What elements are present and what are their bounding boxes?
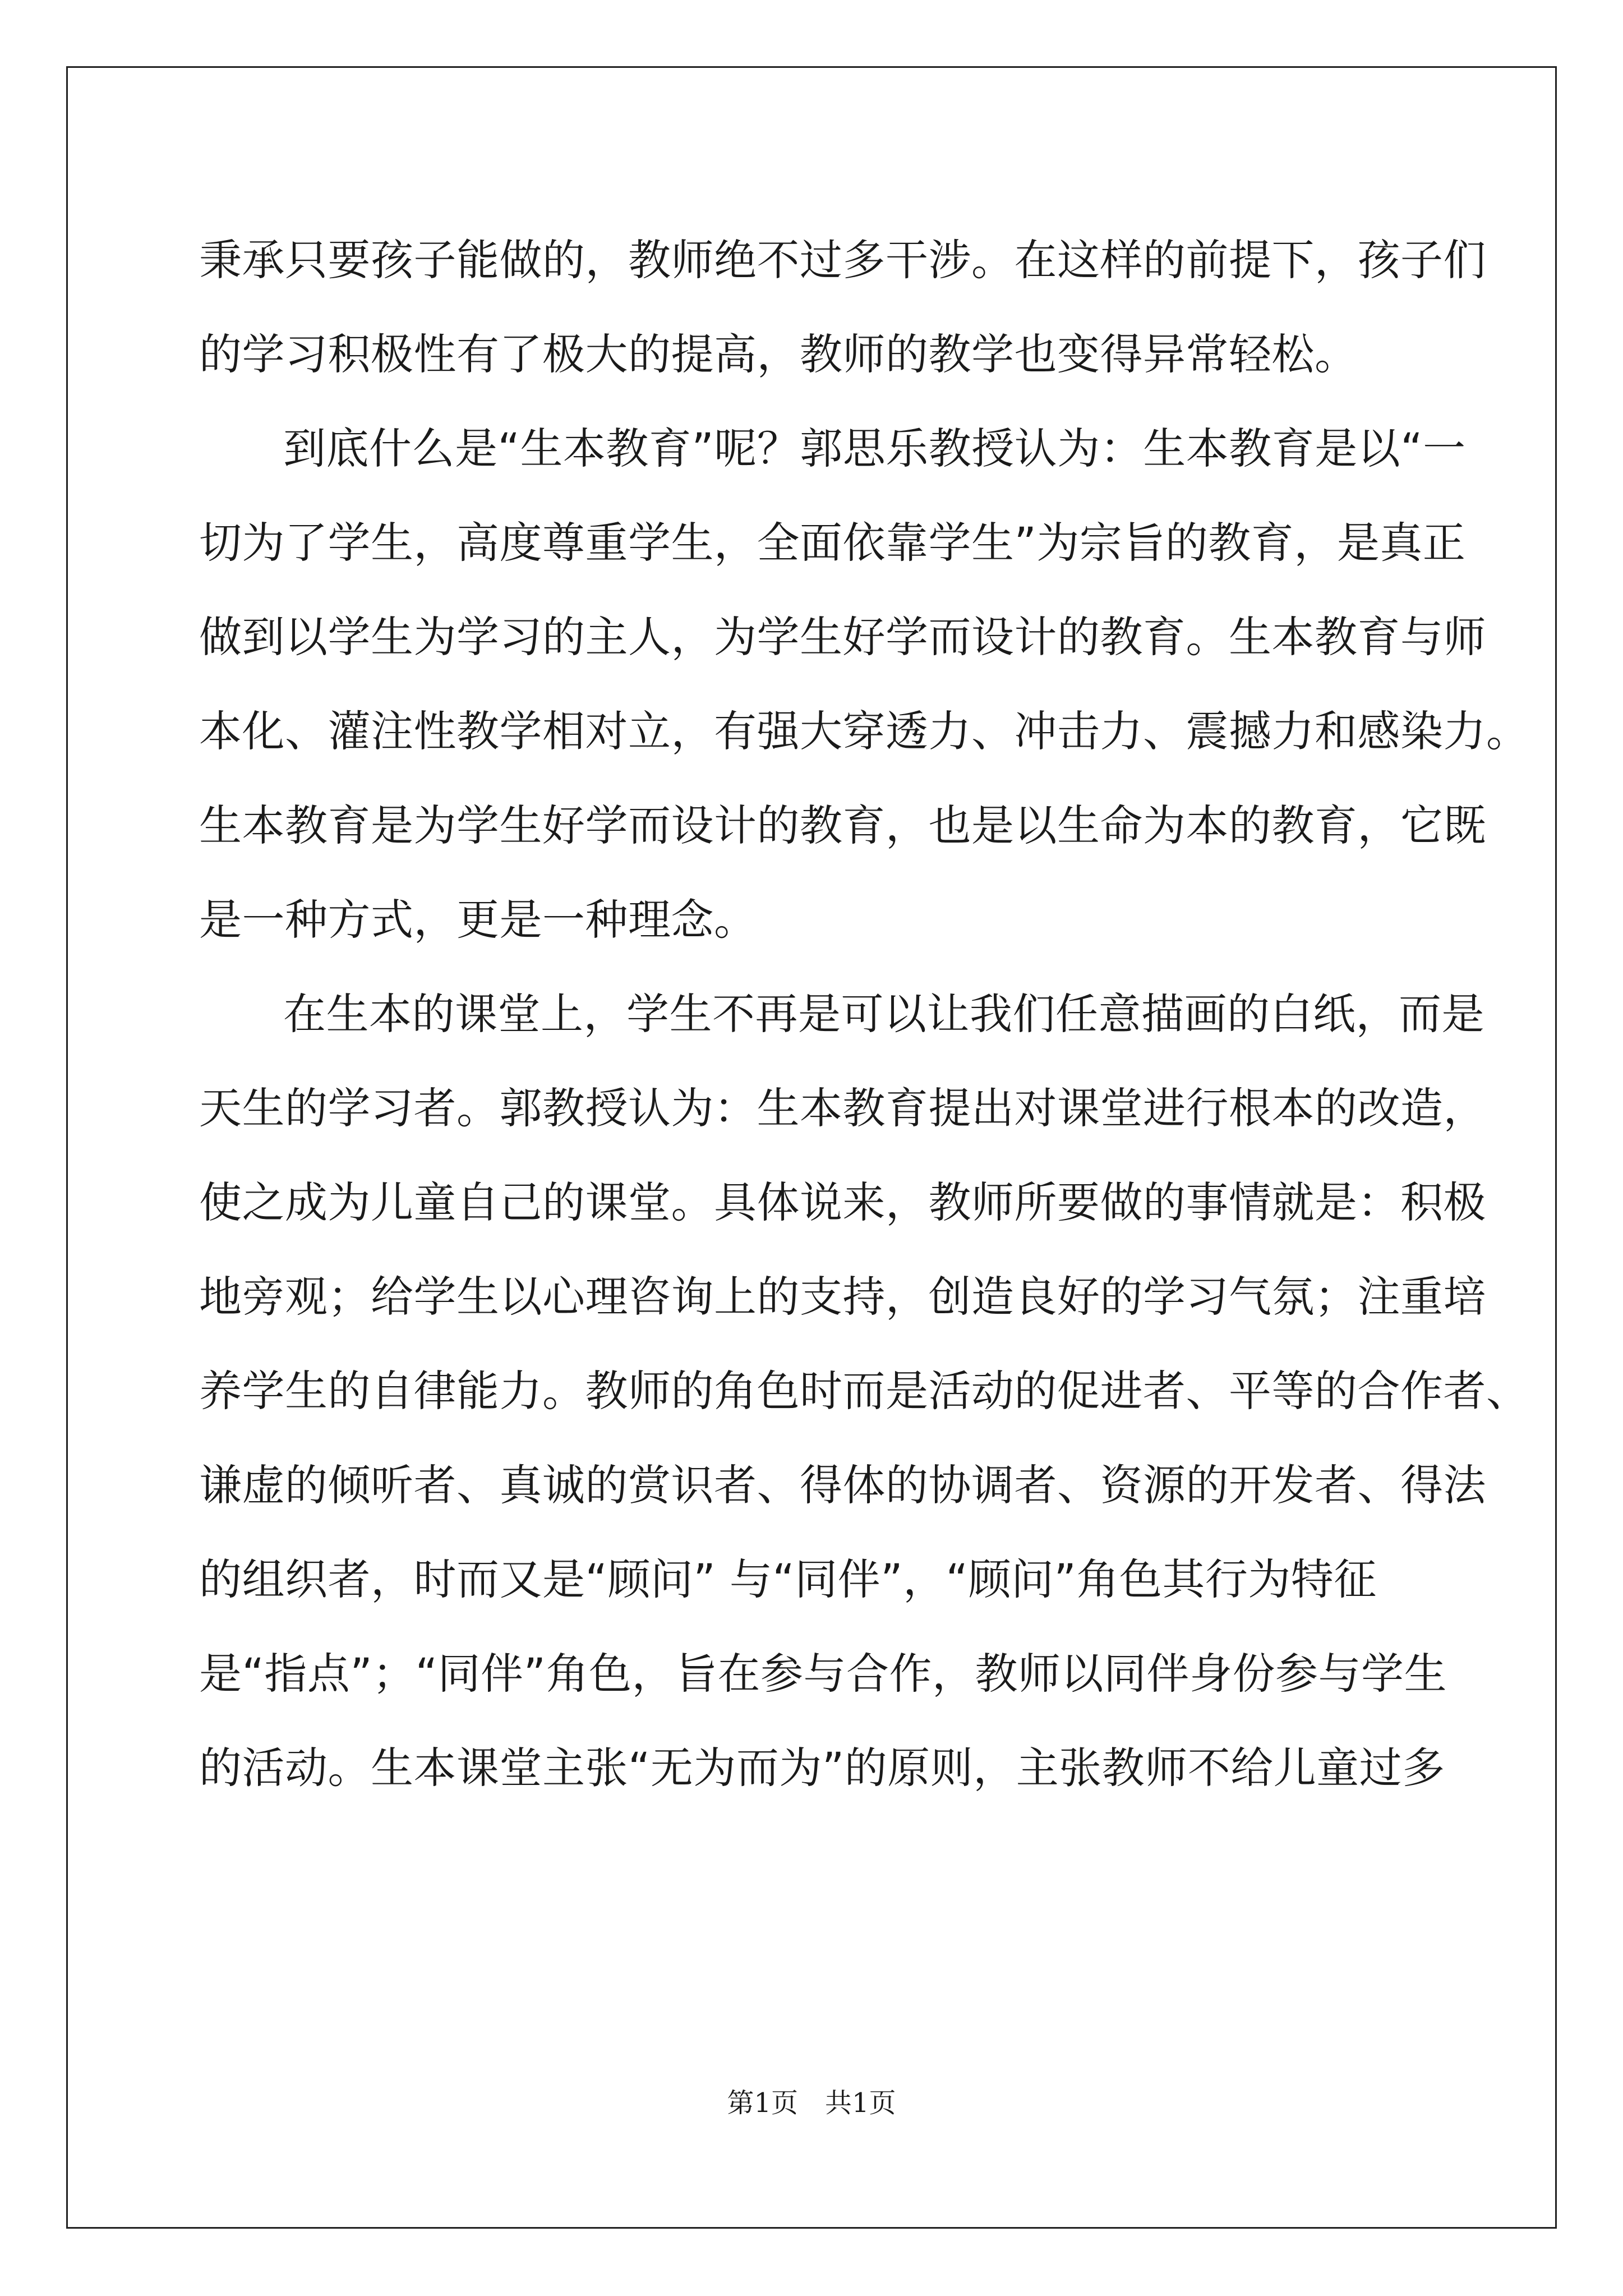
text-line: 使之成为儿童自己的课堂。具体说来，教师所要做的事情就是：积极 <box>199 1177 1486 1227</box>
text-line: 的活动。生本课堂主张“无为而为”的原则，主张教师不给儿童过多 <box>199 1743 1445 1793</box>
text-line: 的学习积极性有了极大的提高，教师的教学也变得异常轻松。 <box>199 329 1358 379</box>
text-line: 做到以学生为学习的主人，为学生好学而设计的教育。生本教育与师 <box>199 612 1486 662</box>
text-line: 生本教育是为学生好学而设计的教育，也是以生命为本的教育，它既 <box>199 800 1486 850</box>
text-line: 的组织者，时而又是“顾问” 与“同伴”，“顾问”角色其行为特征 <box>199 1554 1377 1604</box>
text-line: 天生的学习者。郭教授认为：生本教育提出对课堂进行根本的改造， <box>199 1083 1486 1133</box>
text-line: 本化、灌注性教学相对立，有强大穿透力、冲击力、震撼力和感染力。 <box>199 706 1529 756</box>
text-line: 是“指点”；“同伴”角色，旨在参与合作，教师以同伴身份参与学生 <box>199 1649 1447 1699</box>
text-line: 谦虚的倾听者、真诚的赏识者、得体的协调者、资源的开发者、得法 <box>199 1460 1486 1510</box>
text-line: 地旁观；给学生以心理咨询上的支持，创造良好的学习气氛；注重培 <box>199 1272 1486 1322</box>
document-body <box>199 213 1529 1815</box>
text-line: 秉承只要孩子能做的，教师绝不过多干涉。在这样的前提下，孩子们 <box>199 235 1486 285</box>
text-line: 是一种方式，更是一种理念。 <box>199 895 757 945</box>
text-line: 在生本的课堂上，学生不再是可以让我们任意描画的白纸，而是 <box>283 989 1484 1039</box>
text-line: 切为了学生，高度尊重学生，全面依靠学生”为宗旨的教育，是真正 <box>199 518 1466 568</box>
page-number-footer: 第1页 共1页 <box>727 2087 896 2119</box>
text-line: 养学生的自律能力。教师的角色时而是活动的促进者、平等的合作者、 <box>199 1366 1529 1416</box>
text-line: 到底什么是“生本教育”呢？郭思乐教授认为：生本教育是以“一 <box>283 424 1466 473</box>
